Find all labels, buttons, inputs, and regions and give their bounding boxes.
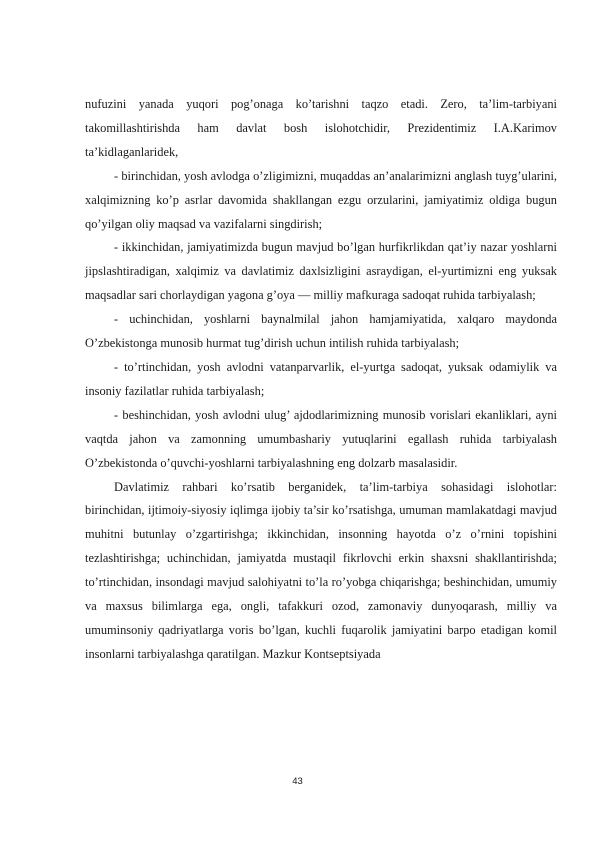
paragraph-second-point: - ikkinchidan, jamiyatimizda bugun mavjud bo’lgan hurfikrlikdan qat’iy nazar yoshlarni jipslashtiradigan, xalqimiz va davlatimiz daxlsizligini asraydigan, el-yurtimizni eng yuksak maqsadlar sari chorlaydigan yagona g’oya — milliy mafkuraga sadoqat ruhida tarbiyalash; [85,240,557,303]
paragraph-first-point: - birinchidan, yosh avlodga o’zligimizni, muqaddas an’analarimizni anglash tuyg’ularini, xalqimizning ko’p asrlar davomida shakllangan ezgu orzularini, jamiyatimiz oldiga bugun qo’yilgan oliy maqsad va vazifalarni singdirish; [85,168,557,231]
paragraph-fourth-point: - to’rtinchidan, yosh avlodni vatanparvarlik, el-yurtga sadoqat, yuksak odamiylik va insoniy fazilatlar ruhida tarbiyalash; [85,359,557,398]
paragraph-intro: nufuzini yanada yuqori pog’onaga ko’tarishni taqzo etadi. Zero, ta’lim-tarbiyani takomillashtirishda ham davlat bosh islohotchidir, Prezidentimiz I.A.Karimov ta’kidlaganlaridek, [85,97,557,159]
paragraph-fifth-point: - beshinchidan, yosh avlodni ulug’ ajdodlarimizning munosib vorislari ekanliklari, ayni vaqtda jahon va zamonning umumbashariy yutuqlarini egallash ruhida tarbiyalash O’zbekistonda o’quvchi-yoshlarni tarbiyalashning eng dolzarb masalasidir. [85,407,557,470]
paragraph-third-point: - uchinchidan, yoshlarni baynalmilal jahon hamjamiyatida, xalqaro maydonda O’zbekistonga munosib hurmat tug’dirish uchun intilish ruhida tarbiyalash; [85,312,557,351]
paragraph-reforms: Davlatimiz rahbari ko’rsatib berganidek, ta’lim-tarbiya sohasidagi islohotlar: birinchidan, ijtimoiy-siyosiy iqlimga ijobiy ta’sir ko’rsatishga, umuman mamlakatdagi mavjud muhitni butunlay o’zgartirishga; ikkinchidan, insonning hayotda o’z o’rnini topishini tezlashtirishga; uchinchidan, jamiyatda mustaqil fikrlovchi erkin shaxsni shakllantirishda; to’rtinchidan, insondagi mavjud salohiyatni to’la ro’yobga chiqarishga; beshinchidan, umumiy va maxsus bilimlarga ega, ongli, tafakkuri ozod, zamonaviy dunyoqarash, milliy va umuminsoniy qadriyatlarga voris bo’lgan, kuchli fuqarolik jamiyatini barpo etadigan komil insonlarni tarbiyalashga qaratilgan. Mazkur Kontseptsiyada [85,479,557,661]
document-body [85,93,557,667]
page-number: 43 [292,776,303,787]
